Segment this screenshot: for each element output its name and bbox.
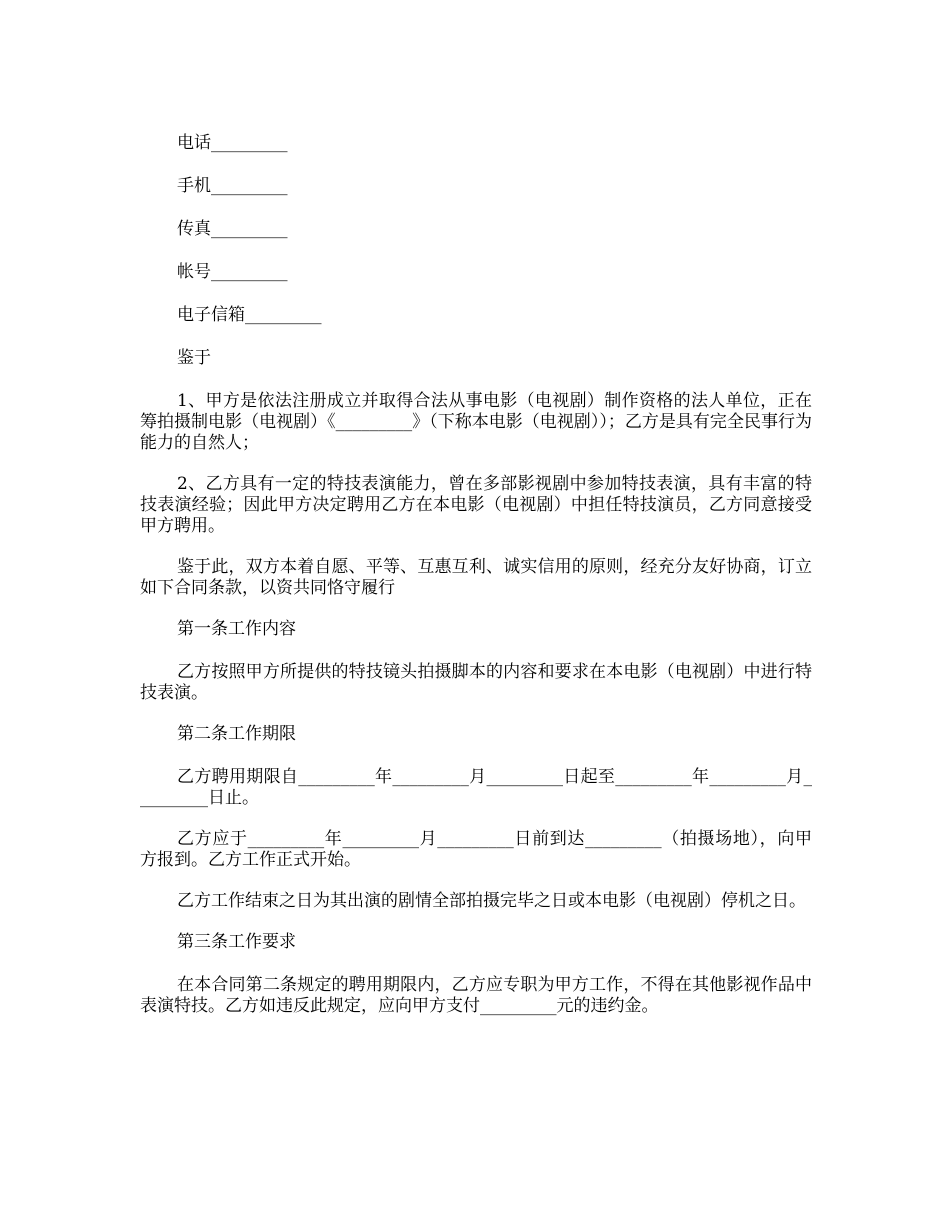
phone-field: 电话_________ [177, 133, 288, 153]
article-2-report: 乙方应于_________年_________月_________日前到达_________（拍摄场地），向甲方报到。乙方工作正式开始。 [140, 829, 812, 870]
article-2-heading: 第二条工作期限 [177, 724, 296, 744]
agreement-intro: 鉴于此，双方本着自愿、平等、互惠互利、诚实信用的原则，经充分友好协商，订立如下合同条款，以资共同恪守履行 [140, 557, 812, 598]
account-field: 帐号_________ [177, 262, 288, 282]
whereas-heading: 鉴于 [177, 348, 211, 368]
article-3-heading: 第三条工作要求 [177, 932, 296, 952]
recital-1: 1、甲方是依法注册成立并取得合法从事电影（电视剧）制作资格的法人单位，正在筹拍摄制电影（电视剧）《_________》（下称本电影（电视剧））；乙方是具有完全民事行为能力的自然人； [140, 391, 812, 453]
article-2-end: 乙方工作结束之日为其出演的剧情全部拍摄完毕之日或本电影（电视剧）停机之日。 [177, 891, 806, 911]
article-3-body: 在本合同第二条规定的聘用期限内，乙方应专职为甲方工作，不得在其他影视作品中表演特技。乙方如违反此规定，应向甲方支付_________元的违约金。 [140, 975, 812, 1016]
document-body [140, 133, 812, 1037]
recital-2: 2、乙方具有一定的特技表演能力，曾在多部影视剧中参加特技表演，具有丰富的特技表演经验；因此甲方决定聘用乙方在本电影（电视剧）中担任特技演员，乙方同意接受甲方聘用。 [140, 474, 812, 536]
mobile-field: 手机_________ [177, 176, 288, 196]
email-field: 电子信箱_________ [177, 305, 322, 325]
article-1-heading: 第一条工作内容 [177, 619, 296, 639]
article-1-body: 乙方按照甲方所提供的特技镜头拍摄脚本的内容和要求在本电影（电视剧）中进行特技表演。 [140, 662, 812, 703]
article-2-term: 乙方聘用期限自_________年_________月_________日起至_________年_________月_________日止。 [140, 767, 812, 808]
fax-field: 传真_________ [177, 219, 288, 239]
